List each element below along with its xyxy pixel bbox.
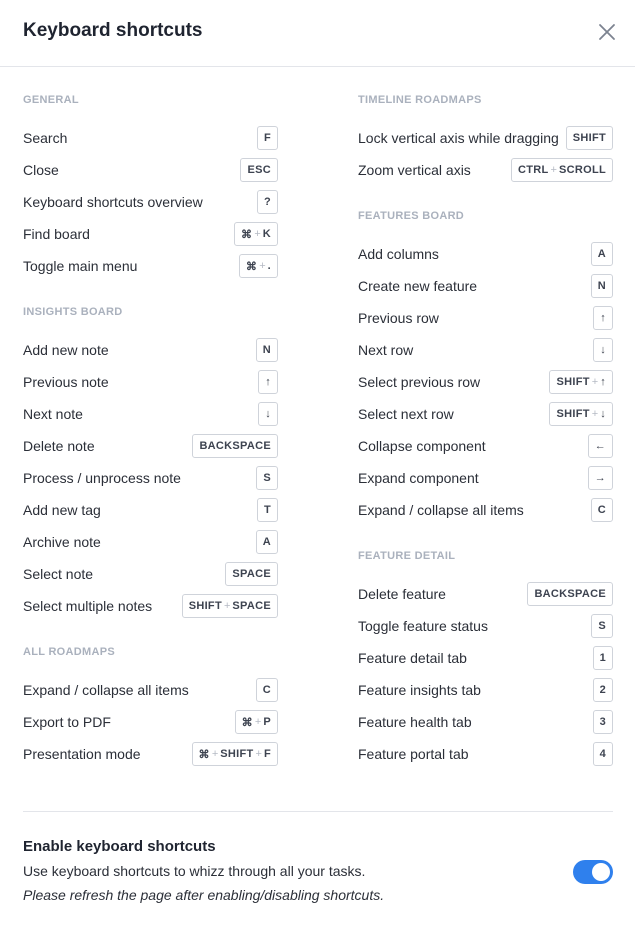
section-feature-detail [358,546,613,770]
section-insights-board [23,302,278,622]
key-cap: 2 [599,684,606,696]
key-combo [591,614,613,638]
key-cap: ⌘ [241,716,253,729]
key-separator: + [591,376,599,388]
key-cap: P [263,716,271,728]
key-cap: C [262,684,271,696]
key-cap: ESC [247,164,271,176]
shortcut-row-select-previous-row [358,366,613,398]
shortcut-row-expand-component [358,462,613,494]
shortcut-row-find-board [23,218,278,250]
key-combo [566,126,613,150]
key-combo [588,434,613,458]
key-cap: SPACE [232,600,271,612]
shortcut-row-feature-portal-tab [358,738,613,770]
shortcut-label: Select note [23,566,94,582]
key-cap: ↓ [600,408,606,420]
key-separator: + [254,228,261,240]
shortcut-row-delete-feature [358,578,613,610]
key-combo [511,158,613,182]
key-combo [257,126,278,150]
key-cap: S [598,620,606,632]
key-cap: SHIFT [572,132,606,144]
key-cap: ⌘ [245,260,258,273]
key-combo [549,402,613,426]
key-combo [593,306,613,330]
key-combo [258,402,278,426]
shortcut-row-feature-insights-tab [358,674,613,706]
key-cap: ? [263,196,271,208]
toggle-knob [592,863,610,881]
key-combo [593,338,613,362]
shortcut-row-close [23,154,278,186]
shortcut-label: Select multiple notes [23,598,153,614]
shortcut-row-toggle-main-menu [23,250,278,282]
key-separator: + [259,260,266,272]
key-combo [256,466,278,490]
dialog-title: Keyboard shortcuts [23,20,203,41]
key-cap: SHIFT [556,408,590,420]
key-cap: SHIFT [188,600,222,612]
shortcut-row-expand-collapse-all-items [358,494,613,526]
key-cap: ↑ [600,376,606,388]
shortcut-row-archive-note [23,526,278,558]
shortcut-row-add-columns [358,238,613,270]
shortcut-label: Close [23,162,59,178]
section-title: FEATURE DETAIL [358,550,456,562]
key-combo [192,742,279,766]
key-combo [593,646,613,670]
shortcut-row-keyboard-shortcuts-overview [23,186,278,218]
key-cap: 1 [599,652,606,664]
key-combo [549,370,613,394]
shortcut-row-select-next-row [358,398,613,430]
shortcut-row-toggle-feature-status [358,610,613,642]
shortcut-label: Expand / collapse all items [23,682,189,698]
section-title: INSIGHTS BOARD [23,306,123,318]
shortcut-label: Zoom vertical axis [358,162,471,178]
key-cap: → [594,472,606,484]
section-title: ALL ROADMAPS [23,646,116,658]
key-cap: ↑ [265,376,271,388]
key-separator: + [211,748,219,760]
key-cap: N [262,344,271,356]
key-cap: K [262,228,271,240]
key-separator: + [550,164,557,176]
shortcut-row-process-unprocess-note [23,462,278,494]
shortcut-label: Keyboard shortcuts overview [23,194,203,210]
key-cap: C [597,504,606,516]
key-combo [257,190,278,214]
shortcut-label: Find board [23,226,90,242]
key-combo [258,370,278,394]
shortcut-label: Lock vertical axis while dragging [358,130,559,146]
key-separator: + [254,716,262,728]
shortcut-row-search [23,122,278,154]
key-combo [256,338,278,362]
key-combo [182,594,278,618]
shortcut-label: Select previous row [358,374,481,390]
section-title: FEATURES BOARD [358,210,465,222]
dialog-header [0,0,635,67]
key-combo [588,466,613,490]
shortcut-label: Feature health tab [358,714,472,730]
key-combo [235,710,278,734]
key-cap: ⌘ [241,228,253,241]
shortcut-label: Expand / collapse all items [358,502,524,518]
shortcut-label: Add new note [23,342,109,358]
shortcut-label: Next row [358,342,414,358]
shortcut-row-lock-vertical-axis-while-dragging [358,122,613,154]
key-cap: SCROLL [558,164,606,176]
key-cap: CTRL [518,164,549,176]
key-cap: A [597,248,606,260]
key-combo [527,582,613,606]
shortcut-label: Feature insights tab [358,682,481,698]
shortcut-label: Delete feature [358,586,446,602]
shortcut-row-expand-collapse-all-items [23,674,278,706]
shortcut-label: Expand component [358,470,479,486]
key-separator: + [255,748,262,760]
shortcut-row-feature-health-tab [358,706,613,738]
key-cap: N [597,280,606,292]
key-cap: T [263,504,271,516]
key-cap: ↓ [600,344,606,356]
shortcut-label: Search [23,130,68,146]
footer-note: Please refresh the page after enabling/disabling shortcuts. [23,887,385,903]
key-combo [591,274,613,298]
key-cap: ⌘ [198,748,210,761]
key-cap: ← [594,440,606,452]
shortcut-label: Previous row [358,310,439,326]
shortcut-row-create-new-feature [358,270,613,302]
section-title: GENERAL [23,94,79,106]
shortcut-row-zoom-vertical-axis [358,154,613,186]
shortcut-row-previous-note [23,366,278,398]
shortcut-label: Export to PDF [23,714,111,730]
key-cap: BACKSPACE [199,440,271,452]
key-combo [591,242,613,266]
key-separator: + [223,600,231,612]
shortcut-label: Delete note [23,438,95,454]
key-combo [593,710,613,734]
shortcuts-column-right [358,90,613,790]
key-cap: ↓ [265,408,271,420]
shortcut-label: Add new tag [23,502,101,518]
key-combo [591,498,613,522]
shortcut-label: Create new feature [358,278,478,294]
shortcut-label: Presentation mode [23,746,141,762]
key-cap: 4 [599,748,606,760]
key-cap: A [262,536,271,548]
shortcut-label: Next note [23,406,83,422]
shortcut-label: Feature portal tab [358,746,469,762]
section-features-board [358,206,613,526]
key-cap: SPACE [232,568,271,580]
key-combo [234,222,278,246]
shortcut-row-next-row [358,334,613,366]
shortcut-label: Toggle feature status [358,618,488,634]
footer-divider [23,811,613,812]
shortcut-row-add-new-note [23,334,278,366]
shortcut-row-presentation-mode [23,738,278,770]
key-combo [239,254,278,278]
key-combo [593,678,613,702]
shortcuts-column-left [23,90,278,790]
key-cap: SHIFT [220,748,254,760]
footer-title: Enable keyboard shortcuts [23,838,216,855]
shortcut-label: Select next row [358,406,454,422]
key-combo [225,562,278,586]
shortcut-label: Archive note [23,534,101,550]
shortcut-row-delete-note [23,430,278,462]
key-cap: ↑ [600,312,606,324]
shortcut-row-previous-row [358,302,613,334]
shortcut-row-feature-detail-tab [358,642,613,674]
section-timeline-roadmaps [358,90,613,186]
shortcut-label: Add columns [358,246,439,262]
shortcut-row-next-note [23,398,278,430]
key-combo [257,498,278,522]
key-cap: F [263,132,271,144]
footer-description: Use keyboard shortcuts to whizz through all your tasks. [23,863,366,879]
section-general [23,90,278,282]
key-cap: F [263,748,271,760]
shortcut-label: Collapse component [358,438,486,454]
key-combo [240,158,278,182]
shortcut-row-select-multiple-notes [23,590,278,622]
shortcut-label: Feature detail tab [358,650,467,666]
shortcut-row-add-new-tag [23,494,278,526]
key-cap: 3 [599,716,606,728]
shortcut-label: Toggle main menu [23,258,138,274]
key-combo [192,434,278,458]
close-icon[interactable] [596,21,618,43]
key-cap: BACKSPACE [534,588,606,600]
section-all-roadmaps [23,642,278,770]
key-cap: . [267,260,271,272]
key-separator: + [591,408,599,420]
key-cap: S [263,472,271,484]
shortcut-row-collapse-component [358,430,613,462]
enable-shortcuts-toggle[interactable] [573,860,613,884]
key-combo [593,742,613,766]
shortcut-label: Previous note [23,374,109,390]
key-combo [256,530,278,554]
key-combo [256,678,278,702]
shortcut-label: Process / unprocess note [23,470,181,486]
shortcut-row-export-to-pdf [23,706,278,738]
key-cap: SHIFT [556,376,590,388]
shortcut-row-select-note [23,558,278,590]
section-title: TIMELINE ROADMAPS [358,94,482,106]
